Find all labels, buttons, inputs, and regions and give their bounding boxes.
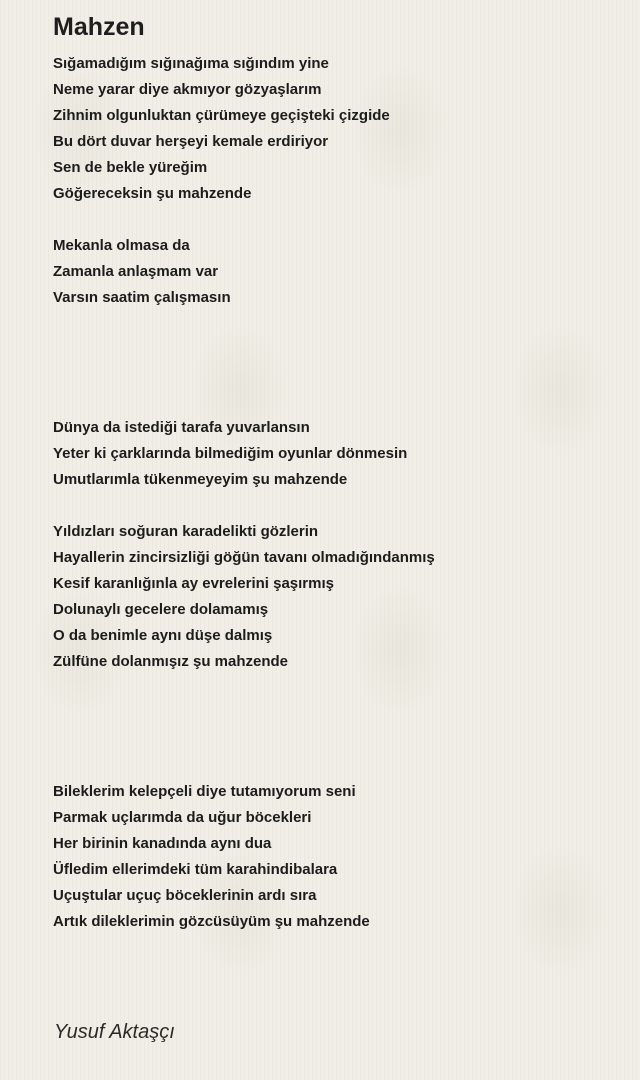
stanza-spacer bbox=[53, 675, 613, 779]
poem-line: Uçuştular uçuç böceklerinin ardı sıra bbox=[53, 887, 317, 904]
poem-line: Zülfüne dolanmışız şu mahzende bbox=[53, 653, 289, 670]
poem-line: Umutlarımla tükenmeyeyim şu mahzende bbox=[53, 471, 348, 488]
poem-line: Hayallerin zincirsizliği göğün tavanı olmadığındanmış bbox=[53, 549, 435, 566]
poem-line: Göğereceksin şu mahzende bbox=[53, 185, 252, 202]
poem-line: Sen de bekle yüreğim bbox=[53, 159, 208, 176]
stanza-1 bbox=[53, 51, 613, 207]
poem-line: Mekanla olmasa da bbox=[53, 237, 190, 254]
poem-line: Bu dört duvar herşeyi kemale erdiriyor bbox=[53, 133, 329, 150]
poem-line: Zihnim olgunluktan çürümeye geçişteki çizgide bbox=[53, 107, 390, 124]
poem-line: Bileklerim kelepçeli diye tutamıyorum seni bbox=[53, 783, 356, 800]
poem-line: Neme yarar diye akmıyor gözyaşlarım bbox=[53, 81, 322, 98]
stanza-5 bbox=[53, 779, 613, 935]
poem-line: Üfledim ellerimdeki tüm karahindibalara bbox=[53, 861, 338, 878]
poem-line: Sığamadığım sığınağıma sığındım yine bbox=[53, 55, 329, 72]
stanza-2 bbox=[53, 233, 613, 311]
stanza-spacer bbox=[53, 311, 613, 415]
poem-line: Varsın saatim çalışmasın bbox=[53, 289, 231, 306]
poem-line: Her birinin kanadında aynı dua bbox=[53, 835, 272, 852]
poem-line: Yıldızları soğuran karadelikti gözlerin bbox=[53, 523, 319, 540]
poem-title: Mahzen bbox=[53, 13, 145, 41]
stanza-3 bbox=[53, 415, 613, 493]
poem-body bbox=[53, 51, 613, 935]
poem-line: Kesif karanlığınla ay evrelerini şaşırmış bbox=[53, 575, 334, 592]
poem-line: Parmak uçlarımda da uğur böcekleri bbox=[53, 809, 312, 826]
poem-line: Dünya da istediği tarafa yuvarlansın bbox=[53, 419, 310, 436]
poem-line: Dolunaylı gecelere dolamamış bbox=[53, 601, 269, 618]
stanza-spacer bbox=[53, 493, 613, 519]
poem-line: Yeter ki çarklarında bilmediğim oyunlar dönmesin bbox=[53, 445, 408, 462]
poem-line: Artık dileklerimin gözcüsüyüm şu mahzende bbox=[53, 913, 370, 930]
poem-author: Yusuf Aktaşçı bbox=[54, 1021, 175, 1043]
poem-line: Zamanla anlaşmam var bbox=[53, 263, 219, 280]
poem-line: O da benimle aynı düşe dalmış bbox=[53, 627, 273, 644]
stanza-4 bbox=[53, 519, 613, 675]
stanza-spacer bbox=[53, 207, 613, 233]
